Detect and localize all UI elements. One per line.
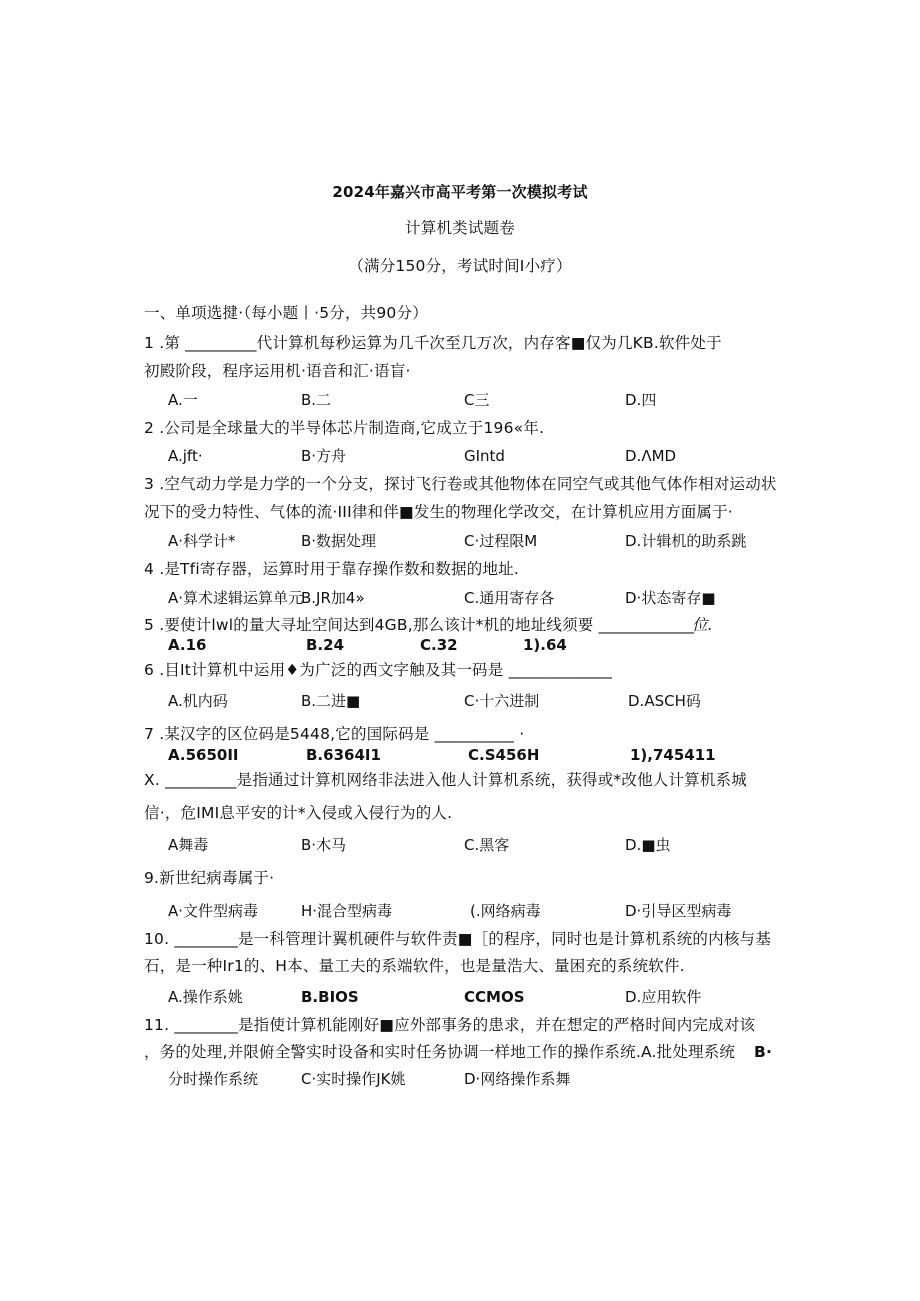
question-text: 4 .是Tfi寄存器，运算时用于靠存操作数和数据的地址. (144, 560, 519, 578)
option-b: B·木马 (301, 836, 347, 854)
option-b: B.二 (301, 391, 332, 409)
question-text: X. _________是指通过计算机网络非法进入他人计算机系统，获得或*改他人计算机系城 (144, 771, 747, 789)
question-text: 3 .空气动力学是力学的一个分支，探讨飞行卷或其他物体在同空气或其他气体作相对运动状 (144, 475, 777, 493)
option-c: GIntd (464, 447, 505, 465)
option-d: D.应用软件 (625, 988, 702, 1006)
option-b-label: B· (754, 1043, 773, 1061)
question-text: 11. ________是指使计算机能刚好■应外部事务的患求，并在想定的严格时间内完成对该 (144, 1016, 756, 1034)
question-text-cont: 石，是一种Ir1的、H本、量工夫的系端软件，也是量浩大、量困充的系统软件. (144, 957, 685, 975)
question-text: 2 .公司是全球量大的半导体芯片制造商,它成立于196«年. (144, 419, 545, 437)
option-b: B.JR加4» (301, 589, 365, 607)
option-b: B.6364I1 (306, 746, 381, 764)
option-b: B·数据处理 (301, 532, 377, 550)
option-a: A.5650II (168, 746, 239, 764)
option-d: D·状态寄存■ (625, 589, 716, 607)
option-b: B·方舟 (301, 447, 347, 465)
option-b: B.BIOS (301, 988, 359, 1006)
option-d: D.ΛMD (625, 447, 677, 465)
question-text: 6 .目It计算机中运用♦为广泛的西文字触及其一码是 _____________ (144, 661, 612, 679)
exam-subtitle: 计算机类试题卷 (405, 219, 515, 237)
option-a: A舞毒 (168, 836, 209, 854)
option-d: D.四 (625, 391, 657, 409)
option-c: CCMOS (464, 988, 525, 1006)
option-d: 1).64 (523, 636, 567, 654)
option-a: A·文件型病毒 (168, 902, 259, 920)
exam-note: （满分150分，考试时间I小疗） (348, 257, 572, 275)
option-d: D·引导区型病毒 (625, 902, 732, 920)
option-c: C·过程限M (464, 532, 538, 550)
question-text-cont: 况下的受力特性、气体的流·III律和伴■发生的物理化学改交，在计算机应用方面属于· (144, 503, 733, 521)
option-c: (.网络病毒 (470, 902, 541, 920)
option-a: A·科学计* (168, 532, 236, 550)
question-text-cont: 信·，危IMI息平安的计*入侵或入侵行为的人. (144, 804, 453, 822)
option-a: A.一 (168, 391, 198, 409)
option-a: A.机内码 (168, 692, 228, 710)
question-text: 5 .要使计lwl的量大寻址空间达到4GB,那么该计*机的地址线须要 ____________ (144, 616, 695, 634)
option-c: C.S456H (468, 746, 540, 764)
option-c: C·十六进制 (464, 692, 540, 710)
question-tail: 位. (692, 616, 713, 634)
option-b: B.24 (306, 636, 345, 654)
option-d: D.ASCH码 (628, 692, 701, 710)
question-text: 1 .第 _________代计算机每秒运算为几千次至几万次，内存客■仅为几KB.软件处于 (144, 334, 722, 352)
option-d: 1),745411 (630, 746, 716, 764)
option-c: C.32 (420, 636, 458, 654)
option-d: D.计辑机的助系跳 (625, 532, 747, 550)
question-text: 10. ________是一科管理计翼机硬件与软件责■［的程序，同时也是计算机系统的内核与基 (144, 930, 771, 948)
option-a: A.jft· (168, 447, 203, 465)
question-text: 7 .某汉字的区位码是5448,它的国际码是 __________ · (144, 725, 525, 743)
option-a: A·算术逑辑运算单元 (168, 589, 304, 607)
option-b: B.二进■ (301, 692, 361, 710)
question-text-cont: ，务的处理,并限俯全警实时设备和实时任务协调一样地工作的操作系统.A.批处理系统 (144, 1043, 736, 1061)
exam-title: 2024年嘉兴市高平考第一次模拟考试 (332, 183, 588, 201)
option-c: C.黑客 (464, 836, 510, 854)
option-c: C三 (464, 391, 490, 409)
question-text-cont: 初殿阶段，程序运用机·语音和汇·语盲· (144, 362, 411, 380)
option-a: A.操作系姚 (168, 988, 243, 1006)
option-d: D·网络操作系舞 (464, 1070, 571, 1088)
option-a: A.16 (168, 636, 207, 654)
option-c: C.通用寄存各 (464, 589, 555, 607)
option-d: D.■虫 (625, 836, 671, 854)
section-heading: 一、单项选揵·（每小题丨·5分，共90分） (144, 304, 428, 322)
option-b: H·混合型病毒 (301, 902, 393, 920)
question-text: 9.新世纪病毒属于· (144, 869, 275, 887)
option-b-text: 分时操作系统 (168, 1070, 259, 1088)
option-c: C·实时操作JK姚 (301, 1070, 406, 1088)
